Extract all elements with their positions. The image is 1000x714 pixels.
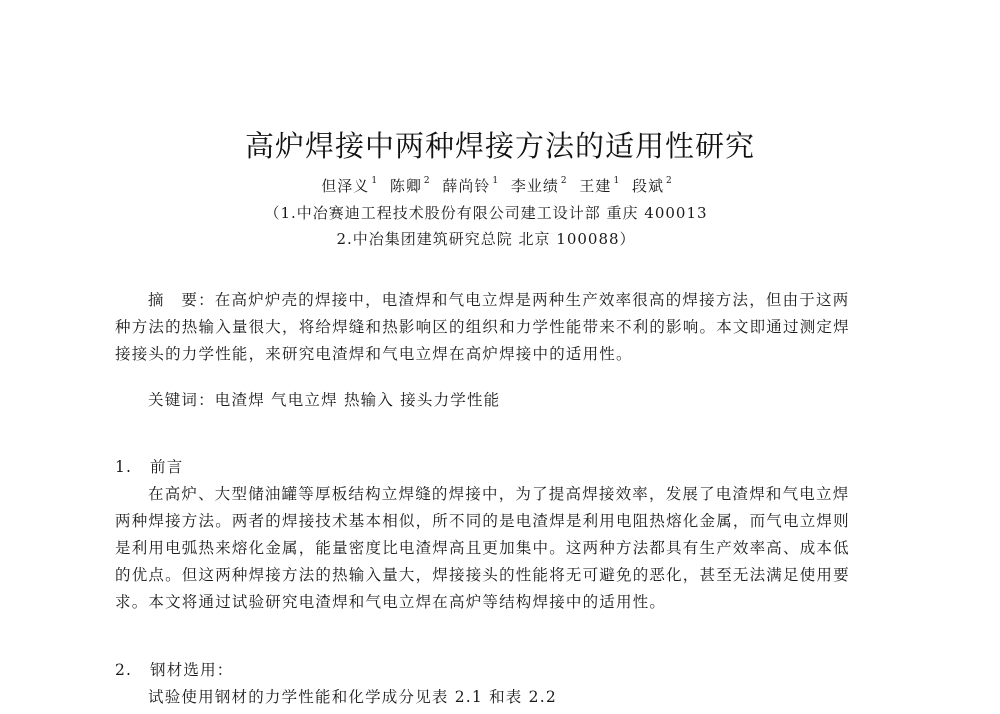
section-heading (115, 454, 890, 481)
paragraph-line: 是利用电弧热来熔化金属，能量密度比电渣焊高且更加集中。这两种方法都具有生产效率高、成本低 (115, 539, 850, 557)
section-heading (115, 657, 890, 684)
section-number: 1. (115, 458, 133, 476)
section-number: 2. (115, 661, 133, 679)
author-name: 王建 (579, 177, 612, 195)
section-steel-selection (115, 657, 890, 711)
author-affiliation-mark: 1 (492, 176, 500, 186)
keywords-line: 关键词：电渣焊 气电立焊 热输入 接头力学性能 (148, 391, 501, 409)
author-name: 李业绩 (510, 177, 559, 195)
section-title: 前言 (150, 458, 184, 476)
author-affiliation-mark: 2 (665, 176, 673, 186)
paragraph-line: 的优点。但这两种焊接方法的热输入量大，焊接接头的性能将无可避免的恶化，甚至无法满足使用要 (115, 566, 850, 584)
author-affiliation-mark: 2 (423, 176, 431, 186)
author-list (0, 175, 1000, 196)
keywords (115, 387, 890, 414)
abstract-line: 种方法的热输入量很大，将给焊缝和热影响区的组织和力学性能带来不利的影响。本文即通过测定焊 (115, 318, 850, 336)
abstract-line: 接接头的力学性能，来研究电渣焊和气电立焊在高炉焊接中的适用性。 (115, 345, 633, 363)
paragraph-line: 两种焊接方法。两者的焊接技术基本相似，所不同的是电渣焊是利用电阻热熔化金属，而气电立焊则 (115, 512, 850, 530)
section-title: 钢材选用： (150, 661, 234, 679)
author-affiliation-mark: 2 (560, 176, 568, 186)
affiliation-1: （1.中冶赛迪工程技术股份有限公司建工设计部 重庆 400013 (264, 204, 708, 222)
abstract (115, 287, 890, 368)
paragraph-line: 求。本文将通过试验研究电渣焊和气电立焊在高炉等结构焊接中的适用性。 (115, 593, 667, 611)
paragraph-line: 在高炉、大型储油罐等厚板结构立焊缝的焊接中，为了提高焊接效率，发展了电渣焊和气电立焊 (148, 485, 850, 503)
author-name: 薛尚铃 (442, 177, 491, 195)
section-introduction (115, 454, 890, 616)
author-affiliation-mark: 1 (371, 176, 379, 186)
author-name: 但泽义 (321, 177, 370, 195)
paragraph-line: 试验使用钢材的力学性能和化学成分见表 2.1 和表 2.2 (148, 688, 557, 706)
affiliation-2: 2.中冶集团建筑研究总院 北京 100088） (336, 230, 636, 248)
paper-title: 高炉焊接中两种焊接方法的适用性研究 (244, 129, 755, 163)
author-name: 陈卿 (389, 177, 422, 195)
author-affiliation-mark: 1 (613, 176, 621, 186)
abstract-line: 摘 要：在高炉炉壳的焊接中，电渣焊和气电立焊是两种生产效率很高的焊接方法，但由于这两 (148, 291, 850, 309)
author-name: 段斌 (631, 177, 664, 195)
